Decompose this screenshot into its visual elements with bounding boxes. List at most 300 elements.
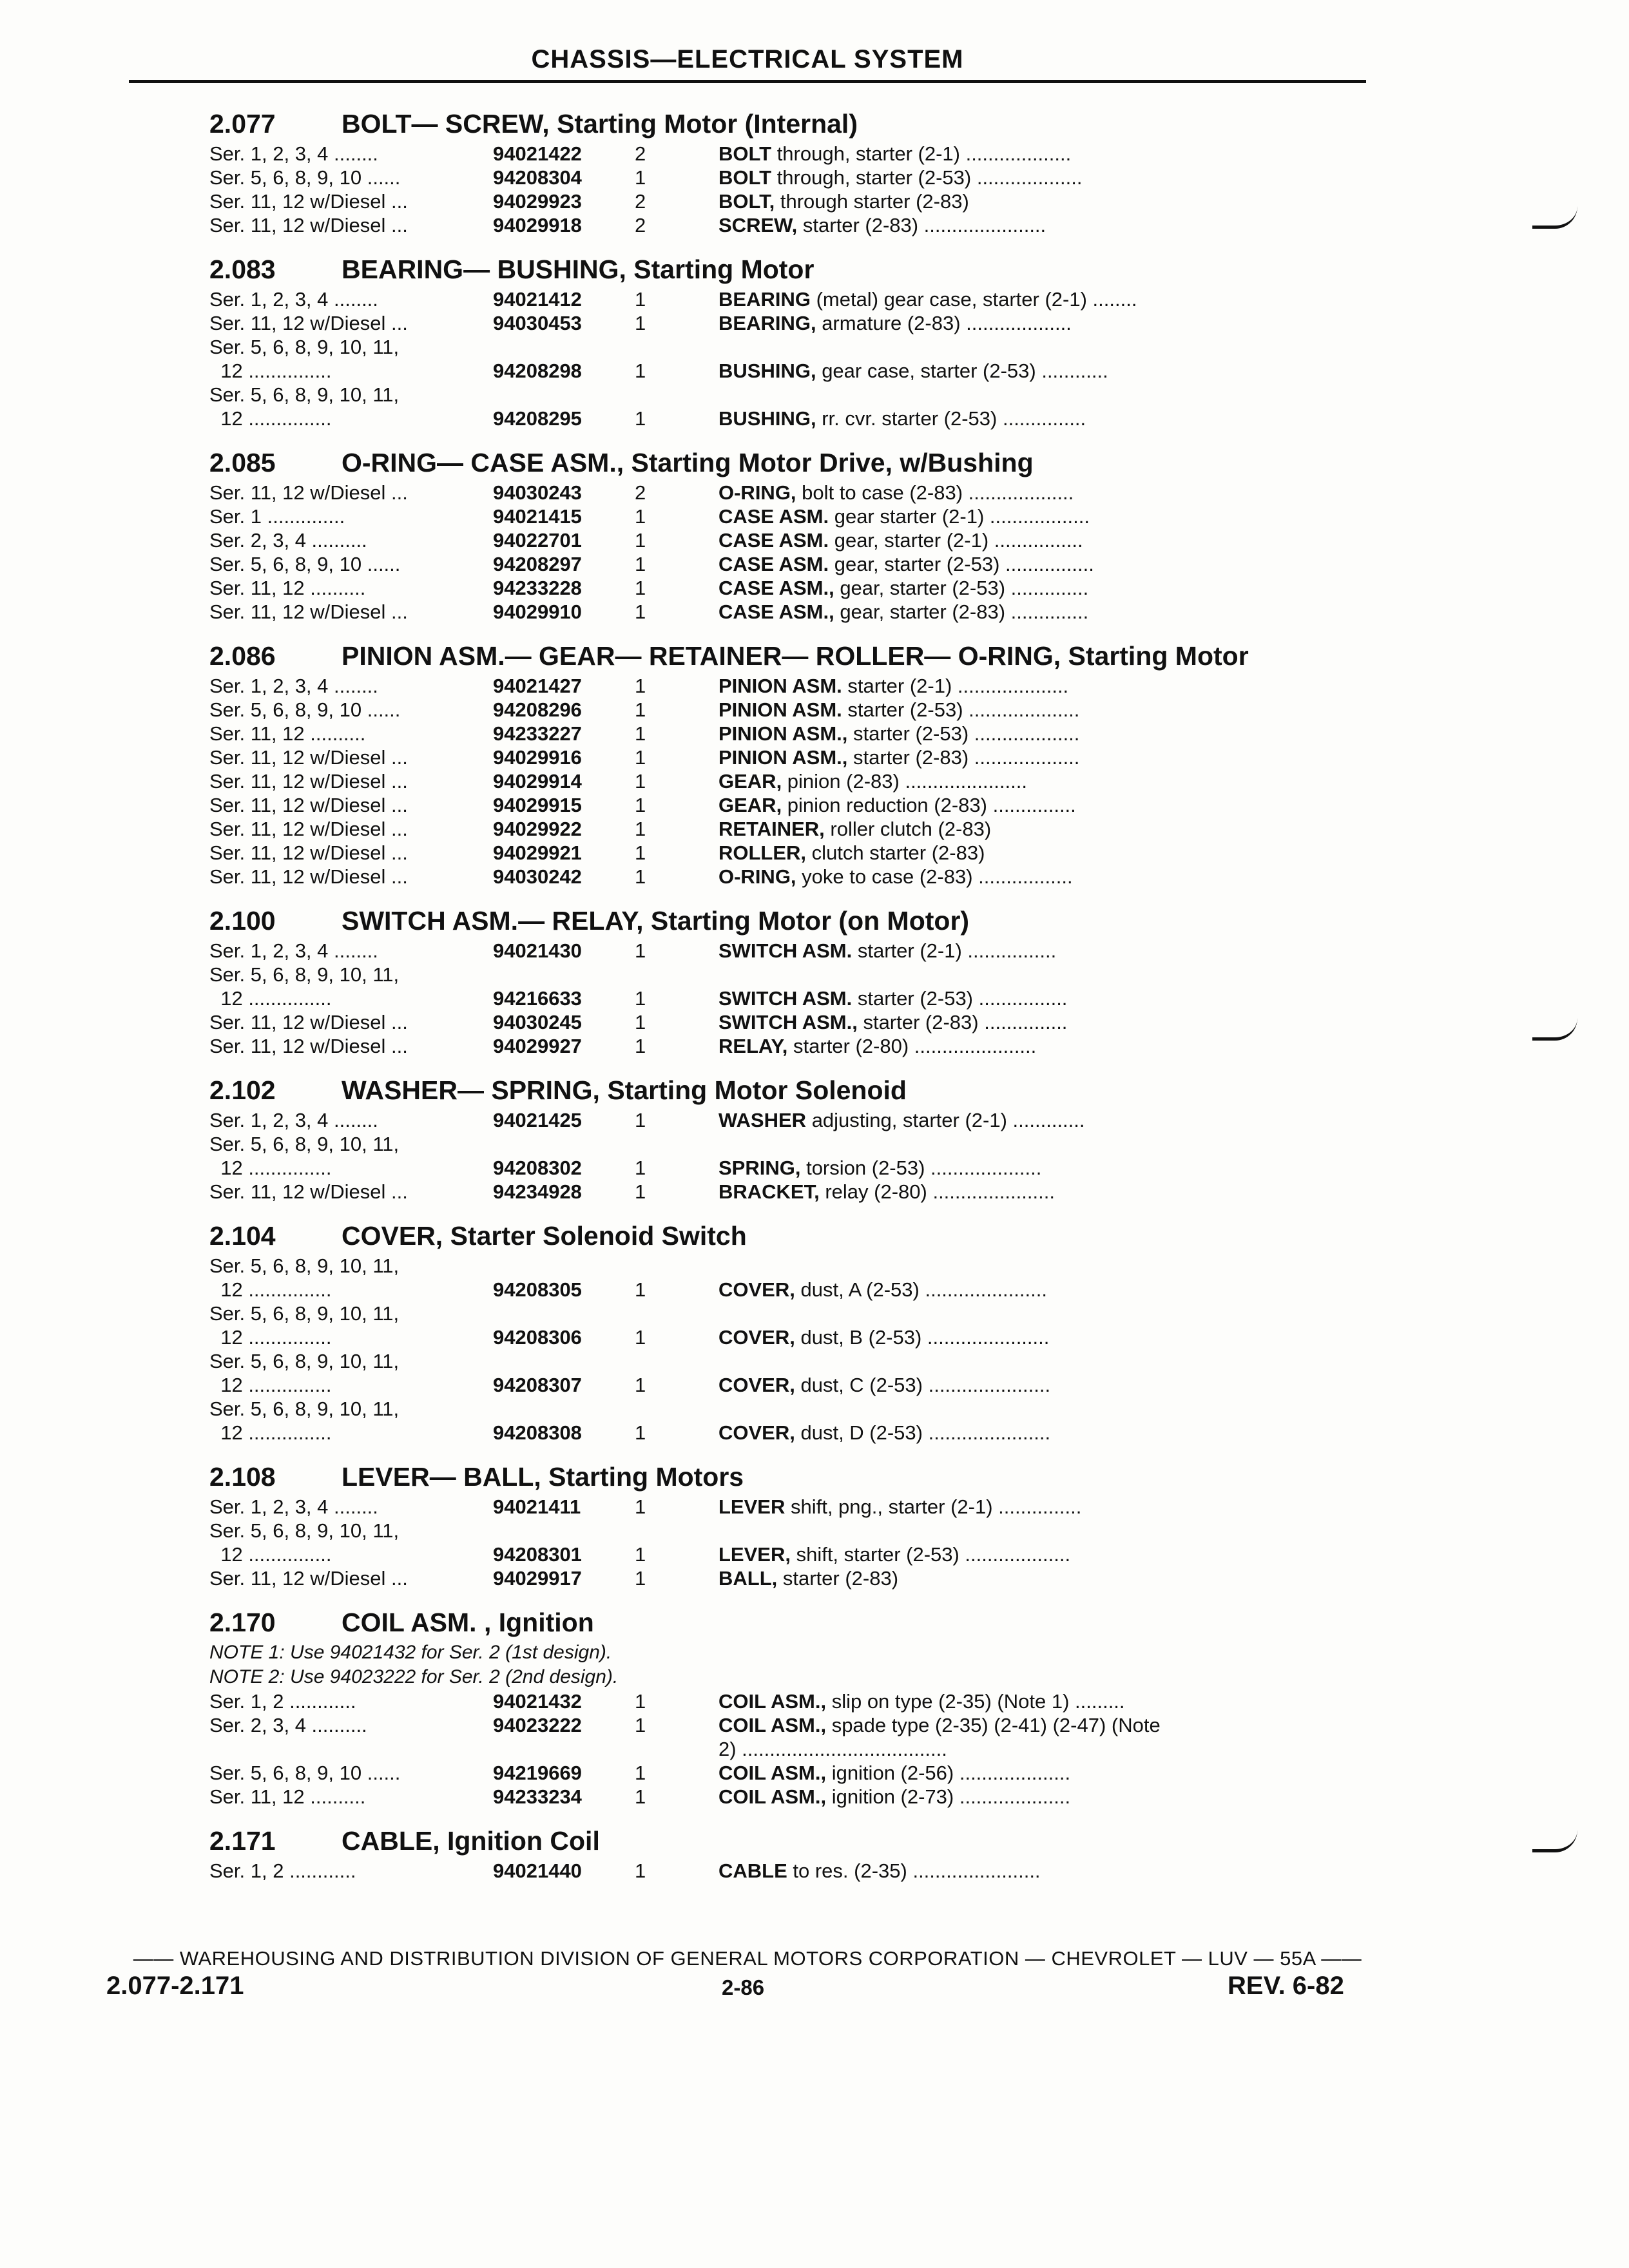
part-name: CASE ASM.	[718, 529, 829, 552]
quantity: 1	[635, 865, 646, 888]
part-detail: pinion reduction (2-83) ...............	[782, 794, 1076, 816]
section-number: 2.077	[209, 109, 276, 139]
part-row	[209, 552, 1353, 576]
part-description	[718, 1397, 1353, 1421]
serial-range: Ser. 1, 2 ............	[209, 1690, 356, 1713]
part-name: ROLLER,	[718, 841, 807, 864]
serial-range: Ser. 11, 12 w/Diesel ...	[209, 1011, 408, 1033]
quantity: 1	[635, 1035, 646, 1057]
part-row	[209, 287, 1353, 311]
serial-range: Ser. 1, 2, 3, 4 ........	[209, 1495, 378, 1518]
part-name: COIL ASM.,	[718, 1690, 827, 1713]
part-row	[209, 383, 1353, 407]
serial-range: Ser. 1, 2, 3, 4 ........	[209, 675, 378, 697]
part-number: 94021427	[493, 675, 582, 697]
part-description	[718, 600, 1353, 624]
part-number: 94208301	[493, 1543, 582, 1566]
part-detail: gear starter (2-1) ..................	[829, 505, 1090, 528]
section-number: 2.086	[209, 641, 276, 671]
part-row	[209, 1156, 1353, 1180]
section-title: COVER, Starter Solenoid Switch	[342, 1221, 747, 1251]
part-number: 94208308	[493, 1421, 582, 1444]
part-detail: starter (2-83) ...............	[857, 1011, 1068, 1033]
serial-range: Ser. 11, 12 ..........	[209, 1785, 366, 1808]
part-row	[209, 1519, 1353, 1542]
part-name: GEAR,	[718, 770, 782, 793]
part-description	[718, 674, 1353, 698]
part-description	[718, 1278, 1353, 1302]
part-row	[209, 407, 1353, 430]
part-detail: slip on type (2-35) (Note 1) .........	[826, 1690, 1125, 1713]
part-name: BEARING,	[718, 312, 816, 334]
quantity: 1	[635, 1278, 646, 1301]
part-row	[209, 1302, 1353, 1325]
part-detail: shift, starter (2-53) ...................	[790, 1543, 1071, 1566]
part-description	[718, 793, 1353, 817]
part-number: 94030245	[493, 1011, 582, 1033]
quantity: 1	[635, 698, 646, 721]
part-detail: starter (2-83)	[777, 1567, 899, 1590]
serial-range: 12 ...............	[209, 987, 332, 1010]
serial-range: Ser. 5, 6, 8, 9, 10, 11,	[209, 1302, 400, 1325]
part-description	[718, 1421, 1353, 1445]
part-number: 94021411	[493, 1495, 581, 1518]
part-description	[718, 1132, 1353, 1156]
part-number: 94029910	[493, 601, 582, 623]
serial-range: Ser. 11, 12 w/Diesel ...	[209, 818, 408, 840]
part-name: CABLE	[718, 1860, 787, 1882]
serial-range: Ser. 11, 12 w/Diesel ...	[209, 481, 408, 504]
part-row	[209, 1542, 1353, 1566]
part-number: 94208298	[493, 360, 582, 382]
part-detail: through starter (2-83)	[775, 190, 969, 213]
section-title: BOLT— SCREW, Starting Motor (Internal)	[342, 109, 858, 139]
quantity: 1	[635, 1495, 646, 1518]
serial-range: Ser. 11, 12 w/Diesel ...	[209, 214, 408, 236]
section	[209, 895, 1353, 1058]
section-heading	[209, 630, 1353, 671]
part-row	[209, 793, 1353, 817]
quantity: 1	[635, 577, 646, 599]
section-heading	[209, 437, 1353, 478]
section	[209, 1597, 1353, 1809]
part-description	[718, 335, 1353, 359]
part-detail: (metal) gear case, starter (2-1) ........	[810, 288, 1137, 311]
part-number	[493, 335, 635, 359]
part-description	[718, 311, 1353, 335]
part-description	[718, 1325, 1353, 1349]
quantity: 1	[635, 818, 646, 840]
part-name: COIL ASM.,	[718, 1762, 827, 1784]
part-description	[718, 213, 1353, 237]
part-detail: bolt to case (2-83) ...................	[796, 481, 1074, 504]
section	[209, 437, 1353, 624]
serial-range: Ser. 5, 6, 8, 9, 10 ......	[209, 698, 401, 721]
serial-range: Ser. 11, 12 w/Diesel ...	[209, 601, 408, 623]
quantity: 1	[635, 529, 646, 552]
serial-range: Ser. 2, 3, 4 ..........	[209, 529, 367, 552]
quantity: 1	[635, 312, 646, 334]
part-detail: dust, A (2-53) ......................	[795, 1278, 1047, 1301]
binding-mark	[1532, 206, 1577, 229]
serial-range: Ser. 11, 12 w/Diesel ...	[209, 1180, 408, 1203]
quantity	[635, 963, 718, 986]
part-number: 94021432	[493, 1690, 582, 1713]
quantity: 1	[635, 505, 646, 528]
part-description	[718, 1737, 1353, 1761]
serial-range: Ser. 11, 12 w/Diesel ...	[209, 770, 408, 793]
part-description	[718, 407, 1353, 430]
part-number: 94233227	[493, 722, 582, 745]
part-number: 94029921	[493, 841, 582, 864]
part-detail: starter (2-83) ......................	[797, 214, 1046, 236]
quantity: 1	[635, 675, 646, 697]
part-row	[209, 1254, 1353, 1278]
part-name: SPRING,	[718, 1157, 801, 1179]
part-name: WASHER	[718, 1109, 807, 1131]
serial-range: 12 ...............	[209, 1421, 332, 1444]
serial-range: Ser. 5, 6, 8, 9, 10, 11,	[209, 1254, 400, 1277]
part-name: LEVER	[718, 1495, 786, 1518]
serial-range: Ser. 5, 6, 8, 9, 10, 11,	[209, 1350, 400, 1372]
part-description	[718, 189, 1353, 213]
serial-range: Ser. 11, 12 w/Diesel ...	[209, 746, 408, 769]
part-detail: spade type (2-35) (2-41) (2-47) (Note	[826, 1714, 1161, 1736]
serial-range: Ser. 5, 6, 8, 9, 10 ......	[209, 166, 401, 189]
part-number	[493, 1737, 635, 1761]
part-row	[209, 1421, 1353, 1445]
part-row	[209, 481, 1353, 505]
quantity: 1	[635, 1860, 646, 1882]
part-detail: dust, B (2-53) ......................	[795, 1326, 1050, 1349]
part-number: 94029922	[493, 818, 582, 840]
serial-range: Ser. 11, 12 w/Diesel ...	[209, 794, 408, 816]
part-name: COVER,	[718, 1278, 795, 1301]
part-detail: gear, starter (2-83) ..............	[834, 601, 1089, 623]
part-name: CASE ASM.,	[718, 577, 834, 599]
part-row	[209, 1010, 1353, 1034]
part-number: 94208306	[493, 1326, 582, 1349]
part-name: COVER,	[718, 1421, 795, 1444]
part-number: 94208295	[493, 407, 582, 430]
serial-range: Ser. 5, 6, 8, 9, 10, 11,	[209, 336, 400, 358]
part-name: O-RING,	[718, 481, 796, 504]
part-description	[718, 1566, 1353, 1590]
serial-range: 12 ...............	[209, 407, 332, 430]
quantity	[635, 335, 718, 359]
part-detail: through, starter (2-53) ...................	[771, 166, 1083, 189]
part-detail: starter (2-53) ....................	[842, 698, 1080, 721]
part-description	[718, 1542, 1353, 1566]
part-name: BEARING	[718, 288, 811, 311]
part-number: 94233234	[493, 1785, 582, 1808]
quantity: 1	[635, 601, 646, 623]
serial-range: 12 ...............	[209, 1157, 332, 1179]
part-number: 94208302	[493, 1157, 582, 1179]
quantity: 1	[635, 722, 646, 745]
part-name: CASE ASM.	[718, 505, 829, 528]
quantity: 1	[635, 1785, 646, 1808]
part-detail: ignition (2-73) ....................	[826, 1785, 1071, 1808]
part-description	[718, 576, 1353, 600]
section-heading	[209, 244, 1353, 285]
part-name: RETAINER,	[718, 818, 825, 840]
quantity: 1	[635, 1421, 646, 1444]
section-title: LEVER— BALL, Starting Motors	[342, 1462, 744, 1492]
serial-range: Ser. 1, 2, 3, 4 ........	[209, 1109, 378, 1131]
part-number: 94219669	[493, 1762, 582, 1784]
part-name: SWITCH ASM.	[718, 987, 853, 1010]
part-name: COIL ASM.,	[718, 1785, 827, 1808]
part-name: PINION ASM.,	[718, 722, 848, 745]
serial-range: 12 ...............	[209, 1326, 332, 1349]
part-row	[209, 1132, 1353, 1156]
part-number: 94029915	[493, 794, 582, 816]
section-heading	[209, 1815, 1353, 1856]
part-name: O-RING,	[718, 865, 796, 888]
section	[209, 1064, 1353, 1204]
part-name: PINION ASM.	[718, 675, 842, 697]
quantity: 1	[635, 1762, 646, 1784]
part-name: SCREW,	[718, 214, 798, 236]
part-description	[718, 1713, 1353, 1737]
part-name: PINION ASM.,	[718, 746, 848, 769]
part-description	[718, 1349, 1353, 1373]
section-title: PINION ASM.— GEAR— RETAINER— ROLLER— O-RING, Starting Motor	[342, 641, 1249, 671]
section-number: 2.100	[209, 906, 276, 936]
quantity: 1	[635, 407, 646, 430]
part-detail: through, starter (2-1) ...................	[771, 142, 1072, 165]
section-number: 2.108	[209, 1462, 276, 1492]
section-title: COIL ASM. , Ignition	[342, 1608, 594, 1637]
part-detail: ignition (2-56) ....................	[826, 1762, 1071, 1784]
part-number: 94023222	[493, 1714, 582, 1736]
part-name: BRACKET,	[718, 1180, 820, 1203]
part-row	[209, 1713, 1353, 1737]
section-note: NOTE 2: Use 94023222 for Ser. 2 (2nd design).	[209, 1666, 619, 1687]
part-name: GEAR,	[718, 794, 782, 816]
part-description	[718, 1034, 1353, 1058]
part-name: BOLT	[718, 142, 772, 165]
quantity	[635, 1302, 718, 1325]
part-number	[493, 963, 635, 986]
part-detail: relay (2-80) ......................	[819, 1180, 1055, 1203]
part-description	[718, 166, 1353, 189]
serial-range: Ser. 1, 2, 3, 4 ........	[209, 939, 378, 962]
quantity: 1	[635, 770, 646, 793]
part-name: LEVER,	[718, 1543, 791, 1566]
part-row	[209, 698, 1353, 722]
part-row	[209, 963, 1353, 986]
part-detail: dust, C (2-53) ......................	[795, 1374, 1051, 1396]
serial-range: 12 ...............	[209, 360, 332, 382]
part-detail: yoke to case (2-83) .................	[796, 865, 1073, 888]
part-row	[209, 1785, 1353, 1809]
serial-range: Ser. 5, 6, 8, 9, 10, 11,	[209, 1519, 400, 1542]
part-row	[209, 865, 1353, 889]
section-heading	[209, 1210, 1353, 1251]
part-row	[209, 1737, 1353, 1761]
section-number: 2.102	[209, 1075, 276, 1105]
section-heading	[209, 1064, 1353, 1106]
serial-range: 12 ...............	[209, 1278, 332, 1301]
section	[209, 1815, 1353, 1883]
part-row	[209, 1108, 1353, 1132]
section	[209, 630, 1353, 889]
part-detail: starter (2-80) ......................	[787, 1035, 1037, 1057]
part-detail: gear, starter (2-53) ................	[829, 553, 1094, 575]
part-row	[209, 576, 1353, 600]
quantity: 2	[635, 214, 646, 236]
part-row	[209, 600, 1353, 624]
part-description	[718, 722, 1353, 745]
part-detail: clutch starter (2-83)	[806, 841, 985, 864]
part-description	[718, 142, 1353, 166]
part-detail: starter (2-1) ....................	[842, 675, 1069, 697]
part-description	[718, 939, 1353, 963]
part-description	[718, 1785, 1353, 1809]
part-row	[209, 189, 1353, 213]
part-number: 94208297	[493, 553, 582, 575]
part-number: 94021425	[493, 1109, 582, 1131]
section-heading	[209, 895, 1353, 936]
serial-range: Ser. 5, 6, 8, 9, 10, 11,	[209, 1398, 400, 1420]
section	[209, 98, 1353, 237]
footer-publisher-line: —— WAREHOUSING AND DISTRIBUTION DIVISION OF GENERAL MOTORS CORPORATION — CHEVROLET — LUV — 55A ——	[133, 1947, 1362, 1970]
serial-range: Ser. 5, 6, 8, 9, 10, 11,	[209, 963, 400, 986]
quantity: 2	[635, 142, 646, 165]
quantity: 1	[635, 1180, 646, 1203]
section-title: SWITCH ASM.— RELAY, Starting Motor (on Motor)	[342, 906, 970, 936]
part-row	[209, 939, 1353, 963]
section-number: 2.085	[209, 448, 276, 477]
part-detail: adjusting, starter (2-1) .............	[806, 1109, 1085, 1131]
part-row	[209, 1689, 1353, 1713]
part-name: BOLT	[718, 166, 772, 189]
part-number: 94029914	[493, 770, 582, 793]
section-number: 2.083	[209, 255, 276, 284]
part-row	[209, 505, 1353, 528]
quantity	[635, 1737, 718, 1761]
quantity: 1	[635, 987, 646, 1010]
parts-listing	[209, 98, 1353, 1889]
serial-range: Ser. 11, 12 w/Diesel ...	[209, 312, 408, 334]
part-detail: starter (2-1) ................	[852, 939, 1057, 962]
binding-mark	[1532, 1830, 1577, 1852]
quantity: 1	[635, 1374, 646, 1396]
part-name: CASE ASM.	[718, 553, 829, 575]
quantity: 1	[635, 1326, 646, 1349]
part-number: 94030242	[493, 865, 582, 888]
serial-range: Ser. 2, 3, 4 ..........	[209, 1714, 367, 1736]
quantity	[635, 383, 718, 407]
part-row	[209, 1373, 1353, 1397]
part-row	[209, 166, 1353, 189]
part-name: COIL ASM.,	[718, 1714, 827, 1736]
part-detail: shift, png., starter (2-1) ...............	[785, 1495, 1082, 1518]
quantity: 1	[635, 360, 646, 382]
serial-range: Ser. 1, 2 ............	[209, 1860, 356, 1882]
quantity: 1	[635, 1011, 646, 1033]
part-number: 94029917	[493, 1567, 582, 1590]
part-number: 94029918	[493, 214, 582, 236]
part-description	[718, 745, 1353, 769]
part-row	[209, 769, 1353, 793]
part-number: 94021430	[493, 939, 582, 962]
part-description	[718, 528, 1353, 552]
part-row	[209, 335, 1353, 359]
part-detail: gear, starter (2-1) ................	[829, 529, 1083, 552]
part-number: 94208304	[493, 166, 582, 189]
section-number: 2.171	[209, 1826, 276, 1856]
serial-range: Ser. 5, 6, 8, 9, 10, 11,	[209, 383, 400, 406]
serial-range: Ser. 11, 12 w/Diesel ...	[209, 1567, 408, 1590]
serial-range: Ser. 11, 12 w/Diesel ...	[209, 1035, 408, 1057]
part-row	[209, 722, 1353, 745]
part-row	[209, 1349, 1353, 1373]
part-number	[493, 1397, 635, 1421]
part-name: BOLT,	[718, 190, 775, 213]
serial-range: Ser. 11, 12 ..........	[209, 577, 366, 599]
part-description	[718, 1254, 1353, 1278]
serial-range: Ser. 1, 2, 3, 4 ........	[209, 142, 378, 165]
part-number: 94208307	[493, 1374, 582, 1396]
part-number: 94208305	[493, 1278, 582, 1301]
part-name: RELAY,	[718, 1035, 788, 1057]
section-heading	[209, 98, 1353, 139]
part-description	[718, 1302, 1353, 1325]
quantity: 1	[635, 746, 646, 769]
footer-revision: REV. 6-82	[1228, 1972, 1344, 2000]
part-description	[718, 1495, 1353, 1519]
part-number	[493, 1254, 635, 1278]
part-detail: to res. (2-35) .......................	[787, 1860, 1041, 1882]
part-detail: starter (2-53) ................	[852, 987, 1068, 1010]
section-title: BEARING— BUSHING, Starting Motor	[342, 255, 815, 284]
part-description	[718, 1010, 1353, 1034]
binding-mark	[1532, 1018, 1577, 1041]
part-row	[209, 213, 1353, 237]
section-title: WASHER— SPRING, Starting Motor Solenoid	[342, 1075, 907, 1105]
part-row	[209, 311, 1353, 335]
quantity: 2	[635, 190, 646, 213]
part-number: 94021415	[493, 505, 582, 528]
page-title: CHASSIS—ELECTRICAL SYSTEM	[531, 45, 964, 73]
quantity: 1	[635, 1714, 646, 1736]
serial-range: Ser. 11, 12 w/Diesel ...	[209, 841, 408, 864]
part-row	[209, 1859, 1353, 1883]
part-description	[718, 1156, 1353, 1180]
part-number	[493, 1132, 635, 1156]
footer-range: 2.077-2.171	[106, 1972, 244, 2000]
part-row	[209, 1761, 1353, 1785]
serial-range: Ser. 5, 6, 8, 9, 10 ......	[209, 1762, 401, 1784]
quantity: 1	[635, 166, 646, 189]
part-number: 94029916	[493, 746, 582, 769]
quantity	[635, 1349, 718, 1373]
part-row	[209, 745, 1353, 769]
part-row	[209, 1180, 1353, 1204]
part-description	[718, 1519, 1353, 1542]
part-row	[209, 1278, 1353, 1302]
part-number: 94216633	[493, 987, 582, 1010]
quantity: 1	[635, 794, 646, 816]
quantity	[635, 1397, 718, 1421]
quantity: 2	[635, 481, 646, 504]
footer-page-number: 2-86	[722, 1975, 765, 1999]
part-detail: pinion (2-83) ......................	[782, 770, 1027, 793]
part-detail: roller clutch (2-83)	[824, 818, 992, 840]
